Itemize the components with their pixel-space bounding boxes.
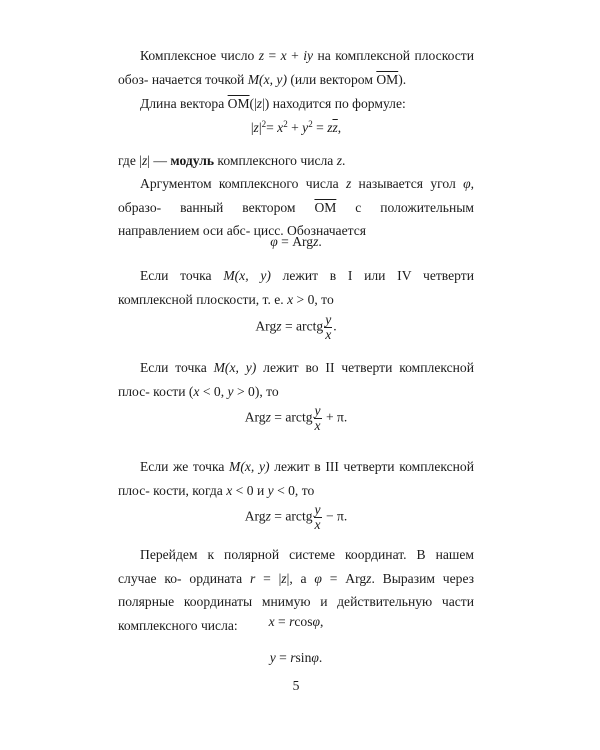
fraction-y-over-x: $\frac{y}{x}$: [314, 502, 321, 532]
formula-x-polar: x = rcosφ,: [268, 614, 324, 629]
paragraph-complex-number: Комплексное число z = x + iy на комплексной плоскости обоз- начается точкой M(x, y) (или вектором $\overline{OM}$).: [118, 48, 474, 87]
paragraph-modulus-definition: где |z| — модуль комплексного числа z.: [118, 153, 346, 168]
formula-arg-quadrant-3: Argz = arctg $\frac{y}{x}$ − π.: [244, 502, 348, 532]
formula-modulus: $|z|^2= x^2 + y^2 = z\overline{z}$,: [250, 119, 342, 135]
page-number: 5: [292, 678, 300, 693]
paragraph-argument: Аргументом комплексного числа z называется угол φ, образо- ванный вектором $\overline{OM}$ с положительным направлением оси абс- цисс. Обозначается: [118, 176, 474, 238]
formula-argument: φ = Argz.: [270, 234, 322, 249]
paragraph-quadrant-3: Если же точка M(x, y) лежит в III четверти комплексной плос- кости, когда x < 0 и y < 0, то: [118, 459, 474, 498]
formula-arg-quadrant-1-4: Argz = arctg $\frac{y}{x}$ .: [255, 312, 337, 342]
fraction-y-over-x: $\frac{y}{x}$: [325, 312, 332, 342]
paragraph-quadrant-1-4: Если точка M(x, y) лежит в I или IV четверти комплексной плоскости, т. е. x > 0, то: [118, 268, 475, 307]
paragraph-vector-length: Длина вектора $\overline{OM}(|z|)$ находится по формуле:: [140, 96, 406, 111]
formula-y-polar: y = rsinφ.: [269, 650, 323, 665]
formula-arg-quadrant-2: Argz = arctg $\frac{y}{x}$ + π.: [244, 403, 348, 433]
paragraph-quadrant-2: Если точка M(x, y) лежит во II четверти комплексной плос- кости (x < 0, y > 0), то: [118, 360, 475, 399]
paragraph-polar-coordinates: Перейдем к полярной системе координат. В нашем случае ко- ордината r = |z|, а φ = Argz. Выразим через полярные координаты мнимую и действительную части комплексного числа:: [118, 547, 475, 633]
fraction-y-over-x: $\frac{y}{x}$: [314, 403, 321, 433]
